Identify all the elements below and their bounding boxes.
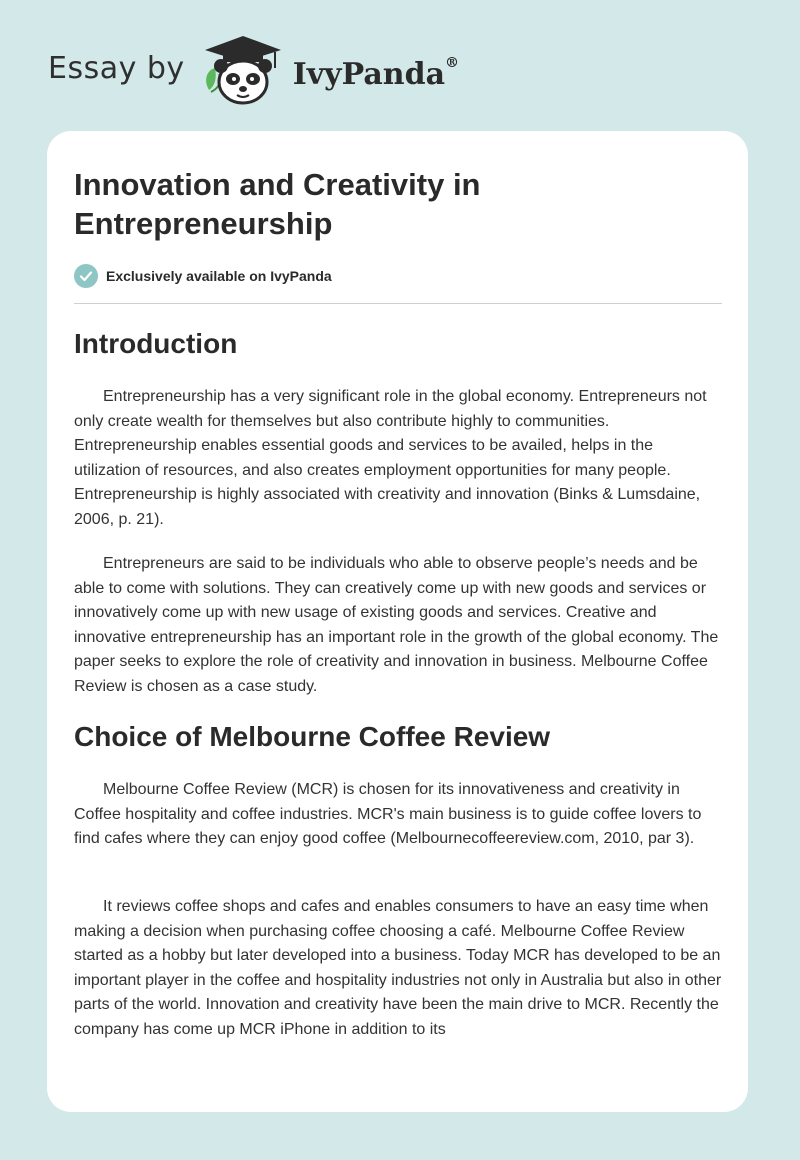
- essay-card: [47, 131, 748, 1112]
- site-header: [48, 34, 459, 114]
- essay-by-label: Essay by: [48, 50, 185, 86]
- paragraph: It reviews coffee shops and cafes and enables consumers to have an easy time when making a decision when purchasing coffee choosing a café. Melbourne Coffee Review started as a hobby but later developed into a business. Today MCR has developed to be an important player in the coffee and hospitality industries not only in Australia but also in other parts of the world. Innovation and creativity have been the main drive to MCR. Recently the company has come up MCR iPhone in addition to its: [74, 898, 722, 1038]
- paragraph: Melbourne Coffee Review (MCR) is chosen for its innovativeness and creativity in Coffee hospitality and coffee industries. MCR's main business is to guide coffee lovers to find cafes where they can enjoy good coffee (Melbournecoffeereview.com, 2010, par 3).: [74, 781, 702, 848]
- paragraph: Entrepreneurship has a very significant role in the global economy. Entrepreneurs not only create wealth for themselves but also contribute highly to communities. Entrepreneurship enables essential goods and services to be availed, helps in the utilization of resources, and also creates employment opportunities for many people. Entrepreneurship is highly associated with creativity and innovation (Binks & Lumsdaine, 2006, p. 21).: [74, 388, 707, 528]
- title-divider: [74, 303, 722, 304]
- paragraph: Entrepreneurs are said to be individuals who able to observe people’s needs and be able to come with solutions. They can creatively come up with new goods and services or innovatively come up with new usage of existing goods and services. Creative and innovative entrepreneurship has an important role in the growth of the global economy. The paper seeks to explore the role of creativity and innovation in business. Melbourne Coffee Review is chosen as a case study.: [74, 555, 719, 695]
- essay-title: Innovation and Creativity in Entrepreneurship: [74, 167, 481, 241]
- exclusive-badge: [74, 264, 332, 288]
- exclusive-label: Exclusively available on IvyPanda: [106, 268, 332, 284]
- ivypanda-logo[interactable]: [199, 32, 459, 108]
- section-heading: Introduction: [74, 328, 238, 359]
- panda-graduate-icon: [199, 32, 287, 108]
- brand-name: IvyPanda®: [292, 54, 460, 92]
- checkmark-icon: [74, 264, 98, 288]
- section-heading: Choice of Melbourne Coffee Review: [74, 721, 551, 752]
